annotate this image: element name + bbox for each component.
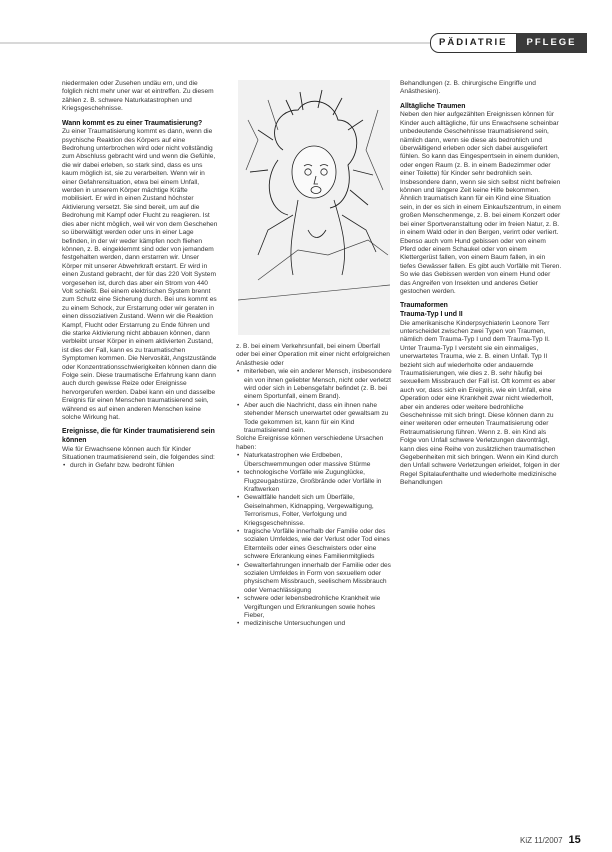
page-footer: [520, 834, 581, 846]
paragraph: Die amerikanische Kinderpsychiaterin Leonore Terr unterscheidet zwischen zwei Typen von Traumen, nämlich dem Trauma-Typ I und dem Trauma-Typ II. Unter Trauma-Typ I versteht sie ein einmaliges, unerwartetes Trauma, wie z. B. einen Unfall. Typ II bezieht sich auf wiederholte oder andauernde Traumatisierungen, wie dies z. B. sehr häufig bei sexuellem Missbrauch der Fall ist. Oft kommt es aber auch vor, dass sich ein Ereignis, wie ein Unfall, eine Operation oder eine Krankheit zwar nicht wiederholt, aber ein anderes oder weitere bedrohliche Geschehnisse mit sich bringt. Diese können dann zu einer weiteren oder erneuten Traumatisierung oder Retraumatisierung führen. Wenn z. B. ein Kind als Folge von Unfall schwere Verletzungen davonträgt, kann dies eine Reihe von zusätzlichen traumatischen Gegebenheiten mit sich bringen. Wenn ein Kind durch den Unfall schwere Verletzungen erleidet, folgen in der Regel Spitalaufenthalte und wiederholte medizinische Behandlungen: [400, 319, 560, 487]
paragraph: Behandlungen (z. B. chirurgische Eingriffe und Anästhesien).: [400, 80, 536, 96]
list-item: • Aber auch die Nachricht, dass ein ihnen nahe stehender Mensch unerwartet oder gewaltsam zu Tode gekommen ist, kann für ein Kind traumatisierend sein.: [244, 402, 392, 436]
paragraph: Wie für Erwachsene können auch für Kinder Situationen traumatisierend sein, die folgendes sind:: [62, 445, 215, 462]
list-item: • Gewalterfahrungen innerhalb der Familie oder des sozialen Umfeldes in Form von sexuellem oder physischem Missbrauch, seelischem Missbrauch oder Vernachlässigung: [244, 562, 392, 596]
section-label: PÄDIATRIE: [430, 33, 517, 53]
list-item: • Naturkatastrophen wie Erdbeben, Überschwemmungen oder massive Stürme: [244, 452, 392, 469]
list-item: • durch in Gefahr bzw. bedroht fühlen: [70, 462, 218, 470]
heading: Alltägliche Traumen: [400, 102, 466, 110]
issue-label: KiZ 11/2007: [520, 836, 563, 845]
heading: Ereignisse, die für Kinder traumatisierend sein können: [62, 428, 215, 445]
heading: Wann kommt es zu einer Traumatisierung?: [62, 119, 203, 127]
bullet-list: [236, 368, 392, 435]
section-tag: [430, 33, 587, 53]
page-number: 15: [568, 834, 581, 846]
subheading: Trauma-Typ I und II: [400, 310, 463, 318]
paragraph: niedermalen oder Zusehen undäu ern, und die folglich nicht mehr uner war et eintreffen. Zu diesem zählen z. B. schwere Naturkatastrophen und Kriegsgeschehnisse.: [62, 80, 214, 113]
paragraph: z. B. bei einem Verkehrsunfall, bei einem Überfall oder bei einer Operation mit einer nicht erfolgreichen Anästhesie oder: [236, 343, 390, 367]
illustration: [238, 80, 390, 335]
header-rule: [0, 42, 430, 44]
paragraph: Neben den hier aufgezählten Ereignissen können für Kinder auch alltägliche, für uns Erwachsene scheinbar unbedeutende Geschehnisse traumatisierend sein, nämlich dann, wenn sie diese als bedrohlich und überwältigend erleben oder sich dabei ausgeliefert fühlen. So kann das Eingesperrtsein in einem dunklen, oder engen Raum (z. B. in einem Badezimmer oder einer Toilette) für Kinder sehr bedrohlich sein. Insbesondere dann, wenn sie sich selbst nicht befreien können und längere Zeit keine Hilfe bekommen. Ähnlich traumatisch kann für ein Kind eine Situation sein, in der es sich in einem Einkaufszentrum, in einem großen Menschenmenge, z. B. bei einem Konzert oder bei einer Sportveranstaltung oder im freien Natur, z. B. in einem Wald oder in den Bergen, verirrt oder verliert. Ebenso auch vom Hund gebissen oder von einem Pferd oder einem Schaukel oder von einem Klettergerüst fallen, von einem Baum fallen, in ein tiefes Gewässer fallen. Es gibt auch Vorfälle mit Tieren. So wie das Gebissen werden von einem Hund oder das Angreifen von Insekten und anderes Getier gestochen werden.: [400, 111, 562, 295]
column-3: [400, 80, 562, 488]
list-item: • tragische Vorfälle innerhalb der Familie oder des sozialen Umfeldes, wie der Verlust oder Tod eines Elternteils oder eines Geschwisters oder eine schwere Erkrankung eines Familienmitglieds: [244, 528, 392, 562]
column-1: [62, 80, 218, 471]
list-item: • medizinische Untersuchungen und: [244, 620, 392, 628]
list-item: • schwere oder lebensbedrohliche Krankheit wie Vergiftungen und Erkrankungen sowie hohes Fieber,: [244, 595, 392, 620]
subsection-label: PFLEGE: [517, 33, 587, 53]
heading: Traumaformen: [400, 302, 448, 310]
bullet-list: [62, 462, 218, 470]
list-item: • Gewaltfälle handelt sich um Überfälle, Geiselnahmen, Kidnapping, Vergewaltigung, Terrorismus, Folter, Verfolgung und Kriegsgeschehnisse.: [244, 494, 392, 528]
paragraph: Zu einer Traumatisierung kommt es dann, wenn die psychische Reaktion des Körpers auf eine Bedrohung unterbrochen wird oder nicht vollständig zum Abschluss gebracht wird und wenn die Gefühle, die wir dabei erleben, so stark sind, dass es uns kaum möglich ist, sie zu verarbeiten. Wenn wir in einer Gefahrensituation, etwa bei einem Unfall, werden in unserem Körper mächtige Kräfte mobilisiert. Er wird in einen Zustand höchster Aktivierung versetzt. Sie sind bereit, um auf die Bedrohung mit Kampf oder Flucht zu reagieren. Ist dies aber nicht möglich, weil wir von dem Geschehen so überwältigt werden oder uns in einer Lage befinden, in der wir weder kämpfen noch fliehen können, z. B. eingeklemmt sind oder von jemandem festgehalten werden, dann erstarren wir. Unser Körper mit unserer Abwehrkraft erstarrt. Er wird in einen Zustand gebracht, der für das 220 Volt System vorgesehen ist, durch das aber ein Strom von 440 Volt schießt. Bei einem elektrischen System brennt zum Schutz eine Sicherung durch. Bei uns kommt es zu einem Schock, zur Erstarrung oder wir geraten in einen dissoziativen Zustand. Wenn wir die Reaktion Kampf, Flucht oder Erstarrung zu Ende führen und die starke Aktivierung nicht abbauen können, dann verbleibt unser Körper in einem aktivierten Zustand, ist dies der Fall, kann es zu traumatischen Symptomen kommen. Die Nervosität, Angstzustände oder Konzentrationsschwierigkeiten können dann die Folge sein. Diese traumatische Erfahrung kann dann auch durch gewisse Reize oder Ereignisse hervorgerufen werden. Dabei kann ein und dasselbe Ereignis für einen Menschen traumatisierend sein, während es auf einen anderen Menschen keine solche Wirkung hat.: [62, 128, 218, 422]
list-item: • technologische Vorfälle wie Zugunglücke, Flugzeugabstürze, Großbrände oder Vorfälle in Kraftwerken: [244, 469, 392, 494]
column-2: [236, 343, 392, 629]
bullet-list: [236, 452, 392, 629]
illustration-drawing: [238, 80, 390, 335]
paragraph: Solche Ereignisse können verschiedene Ursachen haben:: [236, 435, 384, 451]
list-item: • miterleben, wie ein anderer Mensch, insbesondere ein von ihnen geliebter Mensch, nicht oder verletzt wird oder sich in Lebensgefahr befindet (z. B. bei einem Sportunfall, einem Brand).: [244, 368, 392, 402]
